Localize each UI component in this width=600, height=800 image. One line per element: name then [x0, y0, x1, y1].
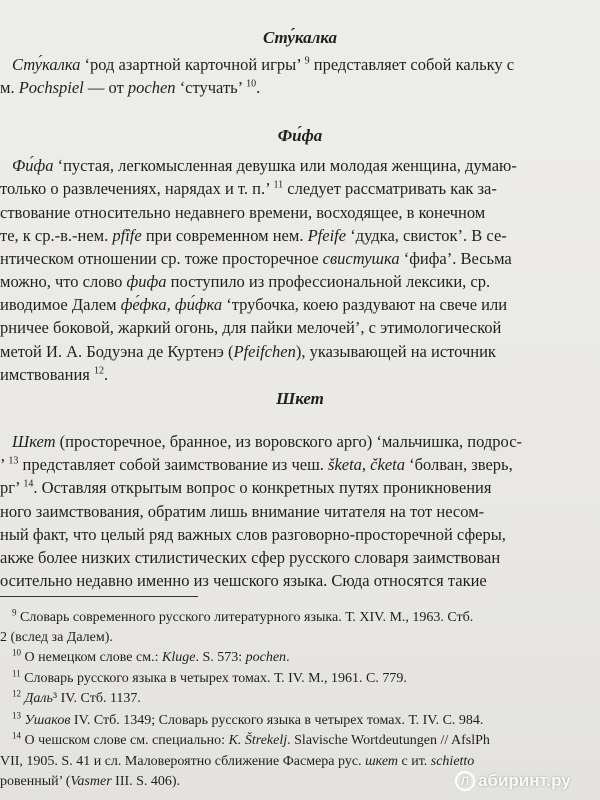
text-run: те, к ср.-в.-нем. — [0, 226, 113, 245]
text-run: рничее боковой, жаркий огонь, для пайки мелочей’, с этимологической — [0, 318, 502, 337]
footnote-ref: 14 — [12, 730, 21, 741]
labirint-logo-icon: Л — [455, 771, 475, 791]
watermark-text: абиринт.ру — [478, 771, 571, 790]
text-line — [0, 249, 512, 269]
text-run: ный факт, что целый ряд важных слов разговорно-просторечной сферы, — [0, 525, 506, 544]
text-run: иводимое Далем — [0, 295, 121, 314]
text-line — [0, 478, 491, 498]
italic-run: Kluge — [161, 650, 196, 665]
footnote-ref: 10 — [246, 78, 257, 90]
italic-run: K. Štrekelj — [228, 733, 288, 748]
text-run: О чешском слове см. специально: — [21, 733, 229, 748]
italic-run: Фи́фа — [12, 156, 54, 175]
text-run: при современном нем. — [141, 226, 308, 245]
footnote-line — [12, 710, 484, 729]
italic-run: Pfeifchen — [233, 342, 296, 361]
text-run: (просторечное, бранное, из воровского арго) ‘мальчишка, подрос- — [55, 432, 523, 451]
text-run: только о развлечениях, нарядах и т. п.’ — [0, 179, 274, 198]
text-line — [0, 318, 501, 338]
text-run: можно, что слово — [0, 272, 127, 291]
text-line — [0, 365, 108, 385]
text-run: . S. 573: — [195, 650, 246, 665]
text-run: VII, 1905. S. 41 и сл. Маловероятно сближение Фасмера рус. — [0, 754, 366, 769]
text-run: ного заимствования, обратим лишь внимание читателя на тот несом- — [0, 502, 485, 521]
text-run: . — [286, 650, 290, 665]
text-line — [0, 342, 496, 362]
italic-run: pochen — [127, 78, 176, 97]
text-run: IV. Стб. 1349; Словарь русского языка в четырех томах. Т. IV. С. 984. — [70, 713, 484, 728]
footnote-line — [12, 607, 474, 626]
text-line — [0, 571, 487, 591]
italic-run: Сту́калка — [12, 55, 81, 74]
italic-run: Pochspiel — [18, 78, 84, 97]
text-run: с ит. — [397, 754, 431, 769]
text-run: осительно недавно именно из чешского языка. Сюда относятся такие — [0, 571, 487, 590]
text-run: следует рассматривать как за- — [283, 179, 497, 198]
labirint-watermark — [455, 768, 600, 794]
text-run: представляет собой заимствование из чеш. — [18, 455, 329, 474]
text-run: ’ — [0, 455, 9, 474]
text-run: ‘трубочка, коею раздувают на свече или — [222, 295, 508, 314]
section-heading: Шкет — [276, 389, 324, 408]
text-line — [0, 502, 484, 522]
text-line — [12, 432, 522, 452]
text-run: ровенный’ ( — [0, 774, 71, 789]
text-line — [0, 295, 507, 315]
footnote-ref: 13 — [12, 710, 21, 721]
text-run: метой И. А. Бодуэна де Куртенэ ( — [0, 342, 234, 361]
italic-run: pochen — [245, 650, 287, 665]
footnote-line — [0, 754, 474, 770]
text-run: поступило из профессиональной лексики, ср. — [166, 272, 491, 291]
text-run: 2 (вслед за Далем). — [0, 630, 113, 645]
italic-run: šketa, čketa — [328, 455, 405, 474]
text-run: . — [256, 78, 261, 97]
text-run: ствование относительно недавнего времени, восходящее, в конечном — [0, 203, 486, 222]
text-run: ), указывающей на источник — [295, 342, 496, 361]
italic-run: Даль — [24, 691, 53, 706]
footnote-line — [12, 730, 490, 749]
italic-run: Шкет — [12, 432, 56, 451]
text-line — [0, 78, 260, 98]
italic-run: свистушка — [322, 249, 400, 268]
italic-run: pfîfe — [112, 226, 142, 245]
footnote-ref: 14 — [23, 478, 34, 490]
italic-run: фифа — [126, 272, 167, 291]
footnote-ref: 11 — [12, 668, 21, 679]
text-run: нтическом отношении ср. тоже просторечное — [0, 249, 323, 268]
italic-run: фе́фка, фи́фка — [120, 295, 223, 314]
text-run: акже более низких стилистических сфер русского словаря заимствован — [0, 548, 501, 567]
italic-run: schietto — [430, 754, 475, 769]
text-run: м. — [0, 78, 19, 97]
footnote-ref: 11 — [273, 179, 284, 191]
footnote-ref: 9 — [304, 55, 310, 67]
italic-run: шкет — [365, 754, 398, 769]
text-run: имствования — [0, 365, 95, 384]
text-run: III. S. 406). — [111, 774, 181, 789]
text-run: ‘пустая, легкомысленная девушка или молодая женщина, думаю- — [53, 156, 517, 175]
footnote-line — [0, 774, 180, 790]
text-run: ‘стучать’ — [175, 78, 247, 97]
text-run: . — [104, 365, 109, 384]
text-run: ³ IV. Стб. 1137. — [52, 691, 141, 706]
footnote-ref: 10 — [12, 647, 21, 658]
text-run: ‘дудка, свисток’. В се- — [346, 226, 507, 245]
text-run: ‘болван, зверь, — [405, 455, 513, 474]
text-run: Словарь современного русского литературного языка. Т. XIV. М., 1963. Стб. — [16, 610, 474, 625]
text-line — [0, 525, 506, 545]
text-run: Словарь русского языка в четырех томах. Т. IV. М., 1961. С. 779. — [20, 671, 407, 686]
text-run: ‘род азартной карточной игры’ — [80, 55, 305, 74]
footnote-line — [12, 688, 141, 707]
section-heading: Сту́калка — [262, 28, 338, 47]
footnote-rule — [0, 596, 198, 597]
text-line — [0, 455, 513, 475]
text-run: ‘фифа’. Весьма — [399, 249, 512, 268]
italic-run: Pfeife — [307, 226, 347, 245]
footnote-ref: 13 — [8, 455, 19, 467]
italic-run: Ушаков — [24, 713, 71, 728]
footnote-ref: 12 — [12, 688, 21, 699]
footnote-ref: 9 — [12, 607, 17, 618]
footnote-line — [0, 630, 113, 646]
text-line — [0, 226, 507, 246]
text-line — [0, 203, 485, 223]
text-run: представляет собой кальку с — [309, 55, 515, 74]
text-line — [12, 156, 517, 176]
footnote-line — [12, 668, 407, 687]
text-line — [0, 272, 490, 292]
text-run: . Slavische Wortdeutungen // AfslPh — [287, 733, 490, 748]
text-run: . Оставляя открытым вопрос о конкретных путях проникновения — [33, 478, 492, 497]
text-run: — от — [83, 78, 128, 97]
section-heading: Фи́фа — [277, 126, 323, 145]
footnote-ref: 12 — [94, 365, 105, 377]
text-run: О немецком слове см.: — [21, 650, 162, 665]
text-line — [0, 548, 500, 568]
text-line — [12, 55, 514, 75]
italic-run: Vasmer — [70, 774, 112, 789]
text-line — [0, 179, 497, 199]
text-run: рг’ — [0, 478, 24, 497]
footnote-line — [12, 647, 290, 666]
